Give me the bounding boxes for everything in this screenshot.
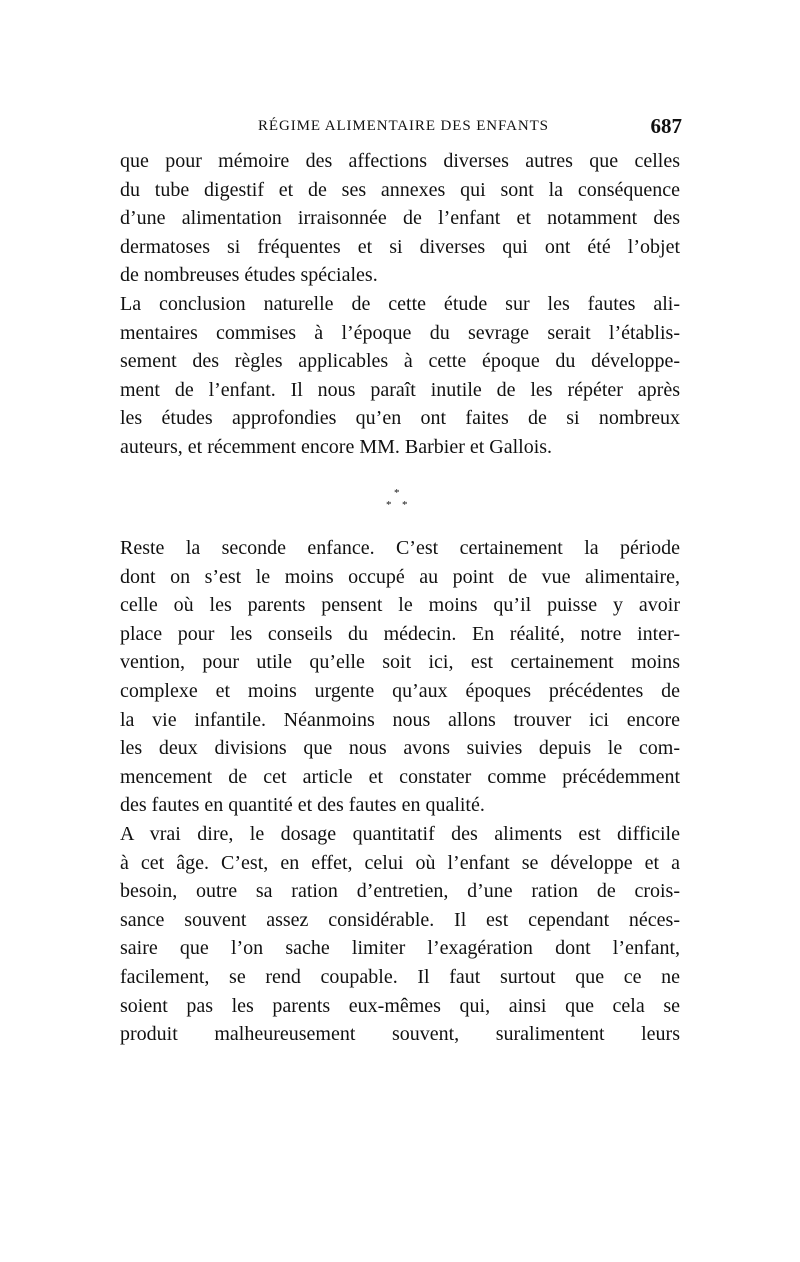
text-line: d’une alimentation irraisonnée de l’enfant et notamment des [120, 207, 680, 230]
text-line: que pour mémoire des affections diverses autres que celles [120, 150, 680, 172]
text-line: les deux divisions que nous avons suivies depuis le com- [120, 737, 680, 760]
text-line: mentaires commises à l’époque du sevrage serait l’établis- [120, 321, 680, 344]
paragraph-3 [120, 534, 680, 820]
text-line: complexe et moins urgente qu’aux époques précédentes de [120, 679, 680, 702]
page-number: 687 [650, 114, 682, 138]
text-line: les études approfondies qu’en ont faites de si nombreux [120, 407, 680, 430]
section-break-asterism [380, 488, 420, 518]
paragraph-1 [120, 147, 680, 290]
text-line: place pour les conseils du médecin. En réalité, notre inter- [120, 622, 680, 645]
paragraph-2 [120, 290, 680, 462]
text-line: auteurs, et récemment encore MM. Barbier et Gallois. [120, 435, 553, 458]
text-line: du tube digestif et de ses annexes qui sont la conséquence [120, 178, 680, 201]
text-line: mencement de cet article et constater comme précédemment [120, 765, 680, 788]
asterisk-mark: * [402, 499, 408, 511]
running-title: RÉGIME ALIMENTAIRE DES ENFANTS [258, 118, 549, 134]
text-line: la vie infantile. Néanmoins nous allons trouver ici encore [120, 708, 680, 731]
text-line: besoin, outre sa ration d’entretien, d’une ration de crois- [120, 880, 680, 903]
text-line: saire que l’on sache limiter l’exagération dont l’enfant, [120, 937, 680, 960]
text-line: facilement, se rend coupable. Il faut surtout que ce ne [120, 965, 680, 988]
text-line: Reste la seconde enfance. C’est certainement la période [120, 537, 680, 559]
asterisk-mark: * [386, 499, 392, 511]
text-line: soient pas les parents eux-mêmes qui, ainsi que cela se [120, 994, 680, 1017]
text-line: produit malheureusement souvent, suralimentent leurs [120, 1023, 680, 1046]
text-line: vention, pour utile qu’elle soit ici, est certainement moins [120, 651, 680, 674]
asterisk-mark: * [394, 487, 400, 499]
text-line: A vrai dire, le dosage quantitatif des aliments est difficile [120, 823, 680, 845]
text-line: de nombreuses études spéciales. [120, 264, 378, 287]
text-line: celle où les parents pensent le moins qu’il puisse y avoir [120, 594, 680, 617]
text-line: à cet âge. C’est, en effet, celui où l’enfant se développe et a [120, 851, 680, 874]
text-line: sance souvent assez considérable. Il est cependant néces- [120, 908, 680, 931]
text-line: dermatoses si fréquentes et si diverses qui ont été l’objet [120, 235, 680, 258]
text-line: La conclusion naturelle de cette étude sur les fautes ali- [120, 293, 680, 315]
text-line: des fautes en quantité et des fautes en qualité. [120, 794, 485, 817]
running-head [120, 114, 682, 142]
text-line: ment de l’enfant. Il nous paraît inutile de les répéter après [120, 378, 680, 401]
text-line: sement des règles applicables à cette époque du développe- [120, 350, 680, 373]
paragraph-4 [120, 820, 680, 1049]
text-line: dont on s’est le moins occupé au point de vue alimentaire, [120, 565, 680, 588]
